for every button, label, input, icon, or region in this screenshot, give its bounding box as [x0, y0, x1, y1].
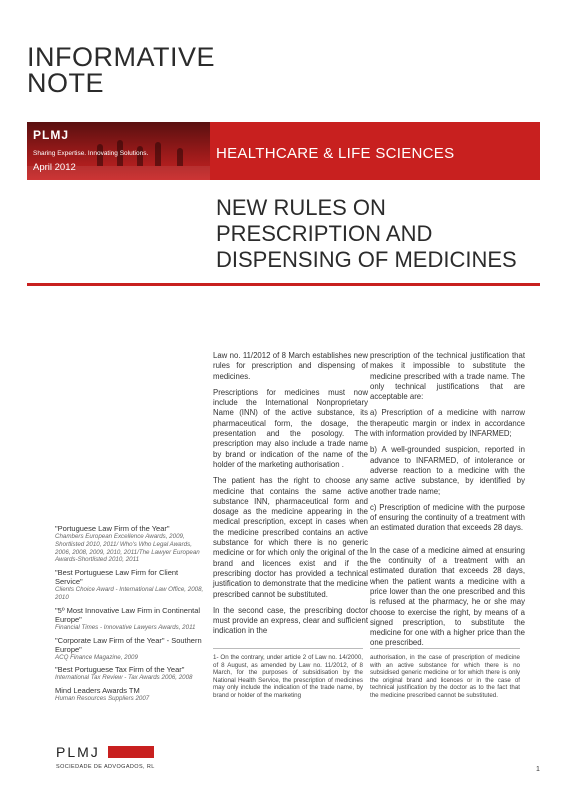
logo-wordmark: PLMJ	[56, 743, 100, 760]
paragraph: The patient has the right to choose any medicine that contains the same active substance INN, pharmaceutical form and dosage as the medicine appearing in the medical prescription, except in cases when the medicine prescribed contains an active substance for which there is no generic medicine or for which only the original of the brand and licences exist and if the prescribing doctor has provided a technical justification to demonstrate that the medicine prescribed cannot be substituted.	[213, 476, 368, 599]
footer-logo	[56, 743, 155, 770]
paragraph: prescription of the technical justification that makes it impossible to substitute the medicine prescribed with a trade name. The only technical justifications that are acceptable are:	[370, 351, 525, 402]
award-title: "Best Portuguese Tax Firm of the Year"	[55, 665, 185, 675]
award-item	[55, 606, 205, 632]
headline-line-2: PRESCRIPTION AND	[216, 221, 433, 246]
page-number: 1	[536, 766, 540, 773]
list-item: c) Prescription of medicine with the purpose of ensuring the continuity of a treatment with an estimated duration that exceeds 28 days.	[370, 502, 525, 533]
logo-red-bar	[108, 746, 154, 758]
body-column-1	[213, 351, 368, 643]
footnote-right: authorisation, in the case of prescription of medicine with an active substance for which there is no subsidised generic medicine or for which there is only the original brand and licences or in the case of technical justification by the doctor as to the fact that the medicine prescribed cannot be substituted.	[370, 654, 520, 699]
paragraph: In the case of a medicine aimed at ensuring the continuity of a treatment with an estimated duration that exceeds 28 days, when the patient wants a medicine with a price lower than the one prescribed and this is refused at the pharmacy, he or she may choose to exercise the right, by means of a signed prescription, to substitute the medicine for one with a higher price than the one prescribed.	[370, 545, 525, 648]
award-item	[55, 568, 205, 602]
award-item	[55, 636, 205, 662]
headline	[216, 195, 536, 273]
award-item	[55, 686, 205, 703]
document-title	[27, 44, 215, 96]
award-source: Human Resources Suppliers 2007	[55, 695, 150, 703]
award-source: ACQ Finance Magazine, 2009	[55, 653, 138, 661]
issue-date: April 2012	[33, 162, 76, 173]
brand-name: PLMJ	[33, 128, 70, 142]
award-source: International Tax Review - Tax Awards 2006, 2008	[55, 674, 193, 682]
awards-list	[55, 524, 205, 707]
title-line-1: INFORMATIVE	[27, 42, 216, 72]
footnote-divider	[370, 648, 520, 649]
paragraph: Prescriptions for medicines must now include the International Nonproprietary Name (INN) of the active substance, its pharmaceutical form, the dosage, the presentation and the posology. The prescription may also include a trade name by brand or indication of the name of the holder of the marketing authorisation .	[213, 387, 368, 469]
section-title: HEALTHCARE & LIFE SCIENCES	[216, 145, 455, 162]
paragraph: Law no. 11/2012 of 8 March establishes new rules for prescription and dispensing of medicines.	[213, 351, 368, 381]
logo-subtitle: SOCIEDADE DE ADVOGADOS, RL	[56, 764, 155, 770]
award-title: "Corporate Law Firm of the Year" - Southern Europe"	[55, 635, 202, 654]
silhouette-figure	[155, 142, 161, 166]
brand-tagline: Sharing Expertise. Innovating Solutions.	[33, 150, 149, 157]
silhouette-figure	[177, 148, 183, 166]
award-item	[55, 524, 205, 564]
award-title: "Portuguese Law Firm of the Year"	[55, 524, 170, 533]
award-source: Financial Times - Innovative Lawyers Awards, 2011	[55, 623, 196, 631]
footnote-divider	[213, 648, 363, 649]
award-title: Mind Leaders Awards TM	[55, 686, 140, 696]
paragraph: In the second case, the prescribing doctor must provide an express, clear and sufficient indication in the	[213, 605, 368, 636]
headline-divider	[27, 283, 540, 286]
award-source: Chambers European Excellence Awards, 2009, Shortlisted 2010, 2011/ Who's Who Legal Awards, 2006, 2008, 2009, 2010, 2011/The Lawyer European Awards-Shortlisted 2010, 2011	[55, 533, 200, 564]
title-line-2: NOTE	[27, 68, 105, 98]
list-item: a) Prescription of a medicine with narrow therapeutic margin or index in accordance with information provided by INFARMED;	[370, 408, 525, 439]
award-title: "5º Most Innovative Law Firm in Continental Europe"	[55, 605, 201, 624]
headline-line-3: DISPENSING OF MEDICINES	[216, 247, 517, 272]
award-source: Clients Choice Award - International Law Office, 2008, 2010	[55, 586, 204, 601]
award-item	[55, 665, 205, 682]
headline-line-1: NEW RULES ON	[216, 195, 386, 220]
award-title: "Best Portuguese Law Firm for Client Service"	[55, 568, 179, 587]
footnote-left: 1- On the contrary, under article 2 of Law no. 14/2000, of 8 August, as amended by Law no. 11/2012, of 8 March, for the purposes of subsidisation by the National Health Service, the prescription of medicines may only include the indication of the trade name, by brand or holder of the marketing	[213, 654, 363, 699]
body-column-2	[370, 351, 525, 655]
list-item: b) A well-grounded suspicion, reported in advance to INFARMED, of intolerance or adverse reaction to a medicine with the same active substance, by identified by another trade name;	[370, 445, 525, 496]
